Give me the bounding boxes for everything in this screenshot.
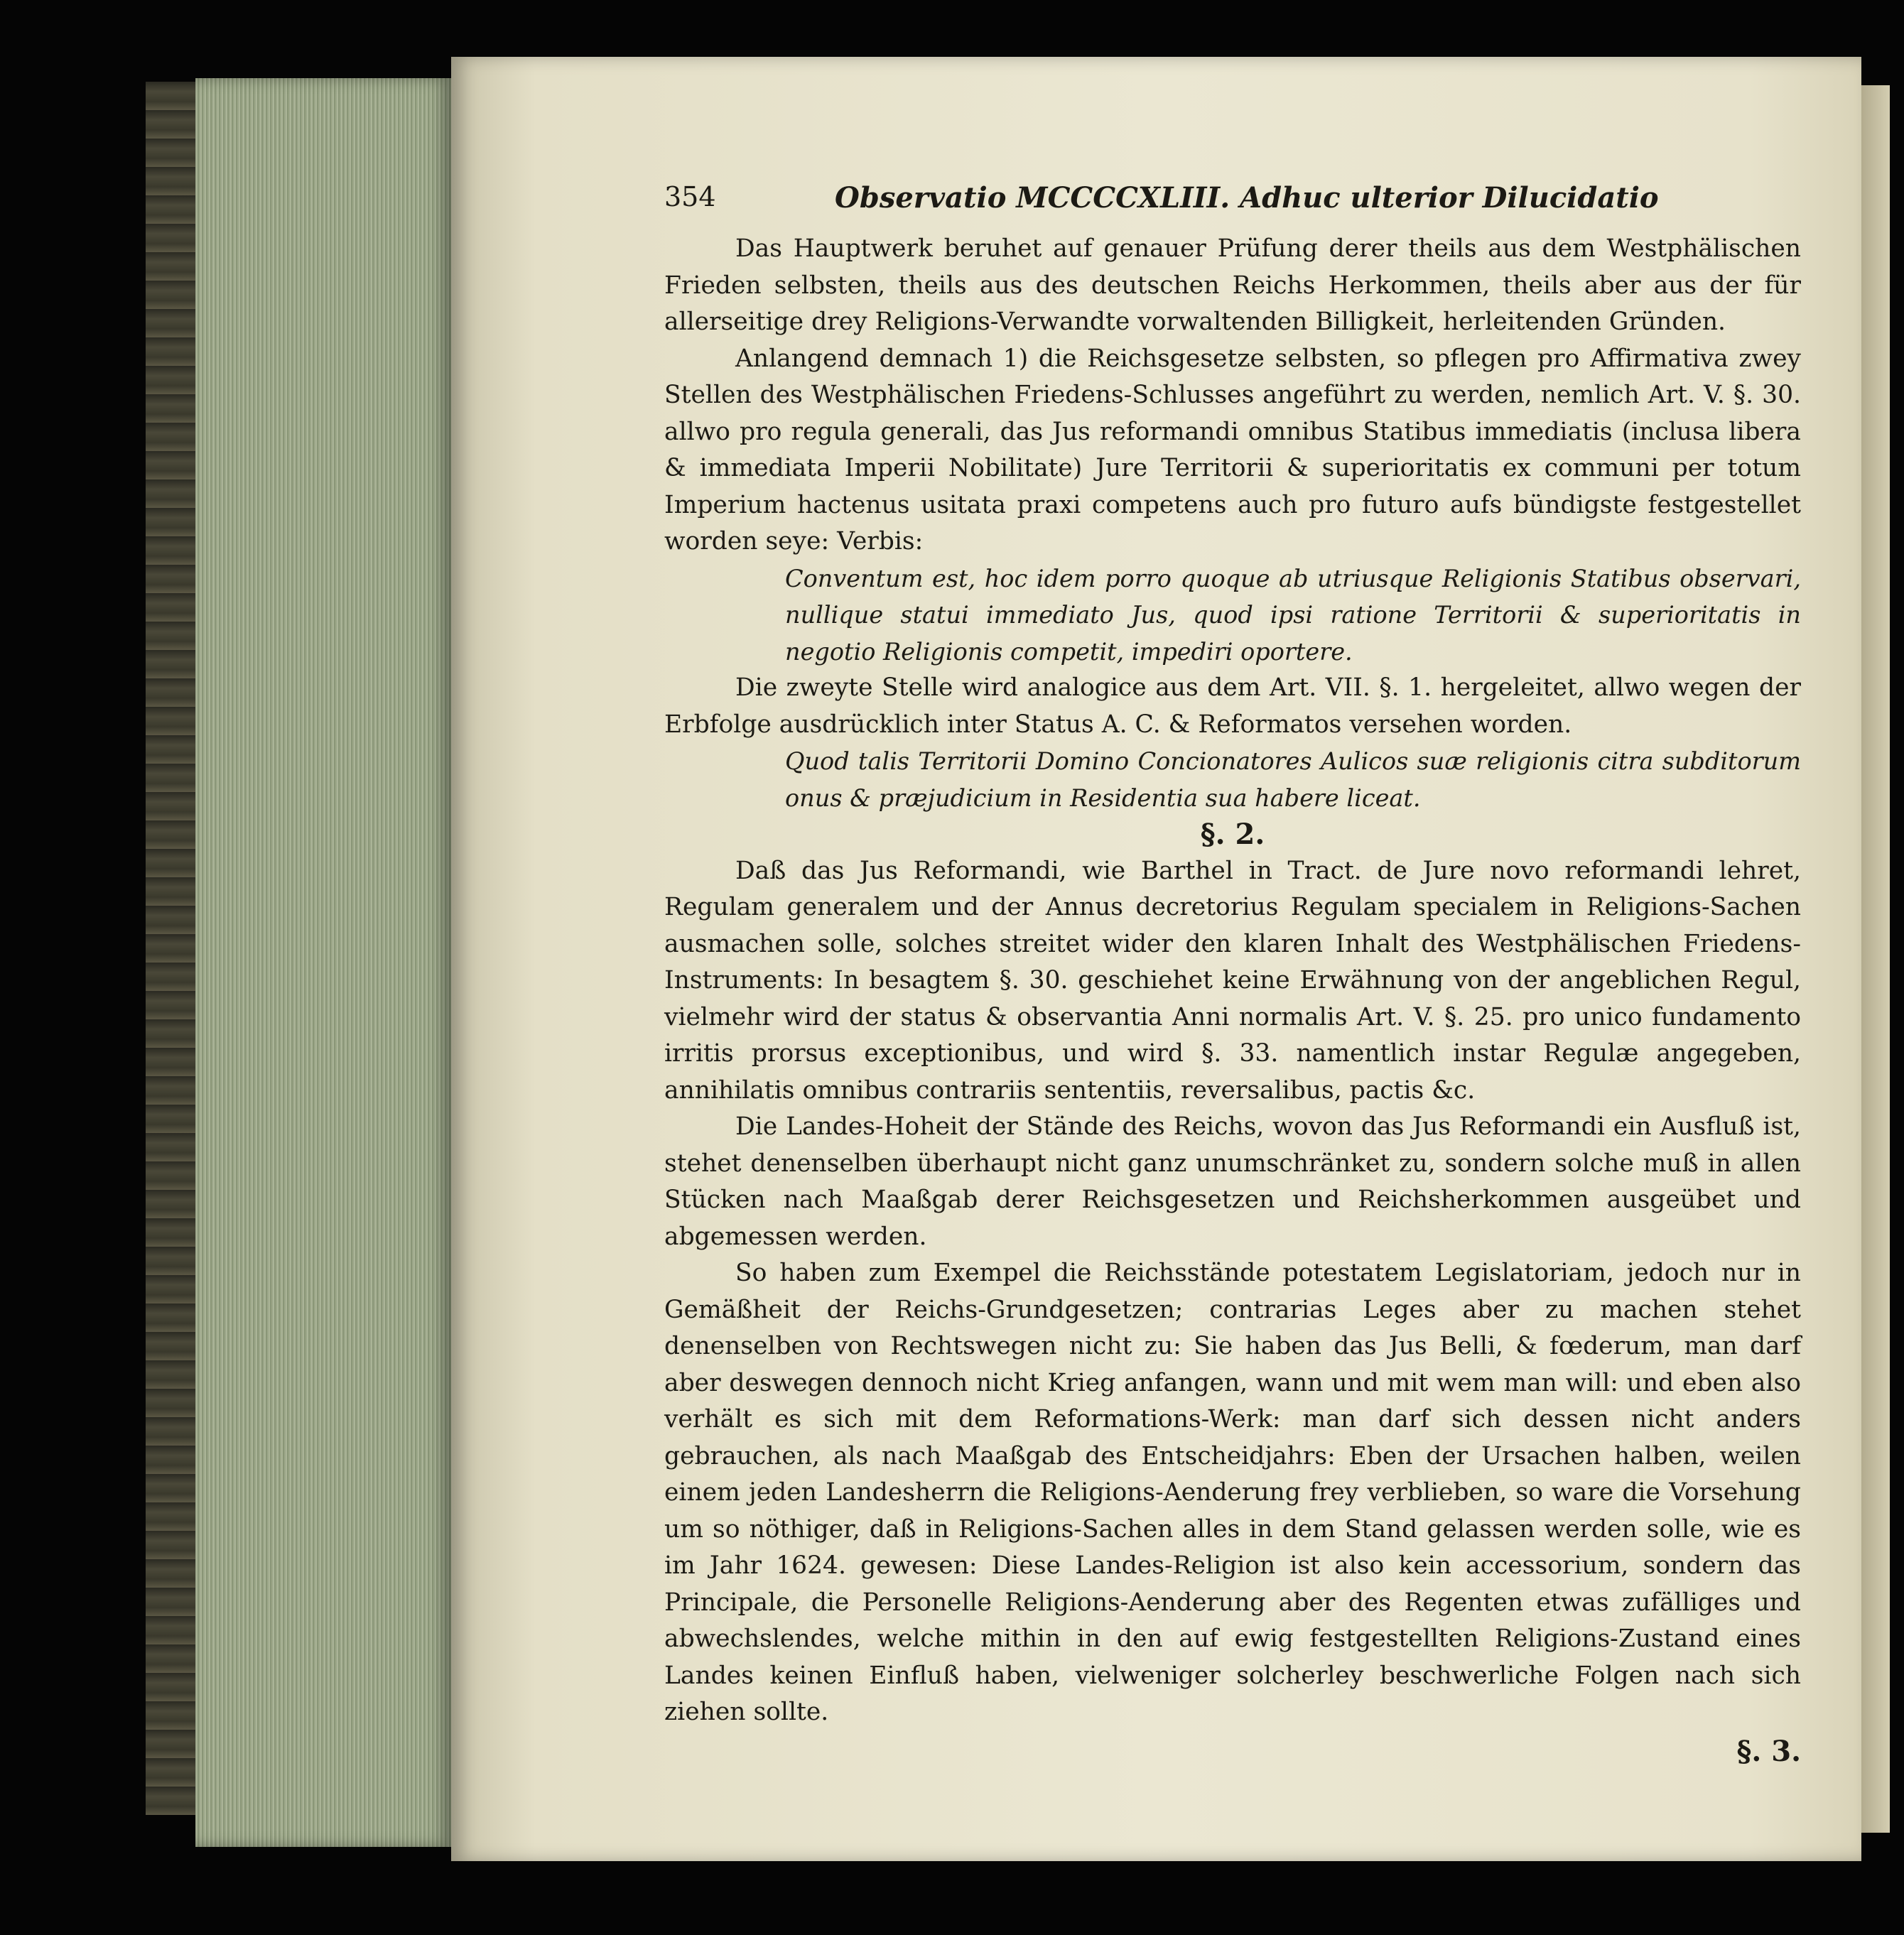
book-spine xyxy=(146,82,198,1815)
section-2 xyxy=(664,853,1801,1731)
page-content xyxy=(664,181,1801,1772)
paragraph: Anlangend demnach 1) die Reichsgesetze selbsten, so pflegen pro Affirmativa zwey Stellen des Westphälischen Friedens-Schlusses angeführt zu werden, nemlich Art. V. §. 30. allwo pro regula generali, das Jus reformandi omnibus Statibus immediatis (inclusa libera & immediata Imperii Nobilitate) Jure Territorii & superioritatis ex communi per totum Imperium hactenus usitata praxi competens auch pro futuro aufs bündigste festgestellet worden seye: Verbis: xyxy=(664,344,1801,555)
page-header xyxy=(664,181,1801,231)
running-title: Observatio MCCCCXLIII. Adhuc ulterior Dilucidatio xyxy=(835,181,1659,215)
paragraph: Die Landes-Hoheit der Stände des Reichs, wovon das Jus Reformandi ein Ausfluß ist, stehet denenselben überhaupt nicht ganz unumschränket zu, sondern solche muß in allen Stücken nach Maaßgab derer Reichsgesetzen und Reichsherkommen ausgeübet und abgemessen werden. xyxy=(664,1112,1801,1251)
section-1 xyxy=(664,231,1801,816)
catchword: §. 3. xyxy=(1736,1734,1801,1768)
section-heading: §. 2. xyxy=(1200,818,1265,851)
paragraph: Daß das Jus Reformandi, wie Barthel in Tract. de Jure novo reformandi lehret, Regulam generalem und der Annus decretorius Regulam specialem in Religions-Sachen ausmachen solle, solches streitet wider den klaren Inhalt des Westphälischen Friedens-Instruments: In besagtem §. 30. geschiehet keine Erwähnung von der angeblichen Regul, vielmehr wird der status & observantia Anni normalis Art. V. §. 25. pro unico fundamento irritis prorsus exceptionibus, und wird §. 33. namentlich instar Regulæ angegeben, annihilatis omnibus contrariis sententiis, reversalibus, pactis &c. xyxy=(664,856,1801,1105)
page-edges xyxy=(195,78,451,1847)
block-quote: Conventum est, hoc idem porro quoque ab utriusque Religionis Statibus observari, nullique statui immediato Jus, quod ipsi ratione Territorii & superioritatis in negotio Religionis competit, impediri oportere. xyxy=(785,564,1801,666)
page-number: 354 xyxy=(664,181,716,212)
paragraph: Das Hauptwerk beruhet auf genauer Prüfung derer theils aus dem Westphälischen Frieden selbsten, theils aus des deutschen Reichs Herkommen, theils aber aus der für allerseitige drey Religions-Verwandte vorwaltenden Billigkeit, herleitenden Gründen. xyxy=(664,234,1801,336)
next-page-edge xyxy=(1861,85,1890,1833)
paragraph: Die zweyte Stelle wird analogice aus dem Art. VII. §. 1. hergeleitet, allwo wegen der Erbfolge ausdrücklich inter Status A. C. & Reformatos versehen worden. xyxy=(664,673,1801,739)
paragraph: So haben zum Exempel die Reichsstände potestatem Legislatoriam, jedoch nur in Gemäßheit der Reichs-Grundgesetzen; contrarias Leges aber zu machen stehet denenselben von Rechtswegen nicht zu: Sie haben das Jus Belli, & fœderum, man darf aber deswegen dennoch nicht Krieg anfangen, wann und mit wem man will: und eben also verhält es sich mit dem Reformations-Werk: man darf sich dessen nicht anders gebrauchen, als nach Maaßgab des Entscheidjahrs: Eben der Ursachen halben, weilen einem jeden Landesherrn die Religions-Aenderung frey verblieben, so ware die Vorsehung um so nöthiger, daß in Religions-Sachen alles in dem Stand gelassen werden solle, wie es im Jahr 1624. gewesen: Diese Landes-Religion ist also kein accessorium, sondern das Principale, die Personelle Religions-Aenderung aber des Regenten etwas zufälliges und abwechslendes, welche mithin in den auf ewig festgestellten Religions-Zustand eines Landes keinen Einfluß haben, vielweniger solcherley beschwerliche Folgen nach sich ziehen sollte. xyxy=(664,1259,1801,1726)
block-quote: Quod talis Territorii Domino Concionatores Aulicos suæ religionis citra subditorum onus & præjudicium in Residentia sua habere liceat. xyxy=(785,747,1801,812)
